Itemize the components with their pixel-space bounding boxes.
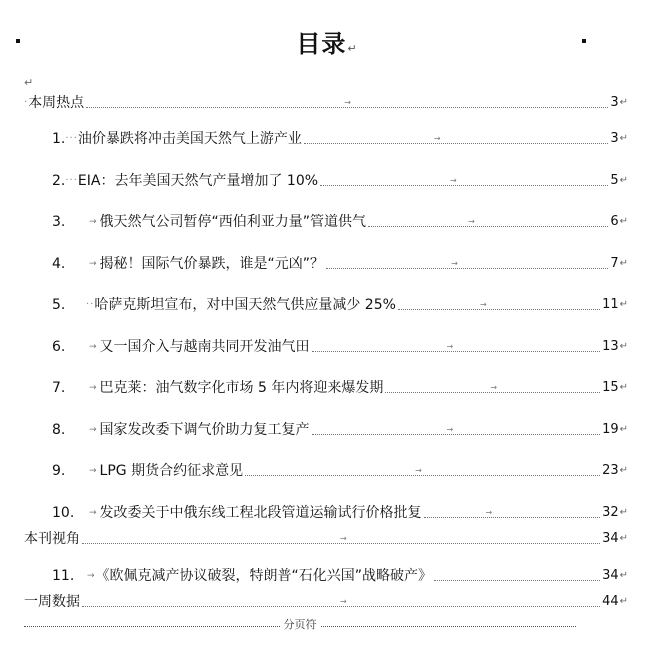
paragraph-return-icon: ↵ <box>619 341 628 352</box>
paragraph-return-icon: ↵ <box>619 570 628 581</box>
toc-page-number: 34 <box>602 568 619 583</box>
toc-page-number: 34 <box>602 531 619 546</box>
tab-arrow-icon: → <box>89 466 97 476</box>
dot-leader <box>398 300 600 310</box>
tab-arrow-icon: → <box>89 383 97 393</box>
paragraph-return-icon: ↵ <box>619 424 628 435</box>
tab-arrow-icon: → <box>415 466 422 475</box>
toc-entry-text: LPG 期货合约征求意见 <box>99 463 244 479</box>
tab-arrow-icon: → <box>340 534 347 543</box>
dot-leader <box>320 176 608 186</box>
toc-page-number: 44 <box>602 594 619 609</box>
toc-entry-section[interactable]: · 本周热点 → 3 ↵ <box>24 95 628 111</box>
toc-page-number: 3 <box>610 131 619 146</box>
page-break-label-text: 分页符 <box>281 618 320 631</box>
toc-entry-number: 10. <box>52 505 75 521</box>
dot-leader <box>304 134 608 144</box>
toc-entry-number: 5. <box>52 297 66 313</box>
dot-leader <box>368 217 608 227</box>
toc-entry-number: 4. <box>52 256 66 272</box>
paragraph-return-icon: ↵ <box>619 533 628 544</box>
toc-entry[interactable] <box>52 565 628 585</box>
paragraph-return-icon: ↵ <box>619 507 628 518</box>
toc-entry-number: 11. <box>52 568 75 584</box>
toc-page-number: 5 <box>610 173 619 188</box>
dot-leader <box>312 342 601 352</box>
toc-entry[interactable] <box>52 460 628 480</box>
toc-entry-number: 7. <box>52 380 66 396</box>
toc-entry[interactable] <box>52 336 628 356</box>
toc-entry-number: 1. <box>52 131 66 147</box>
toc-entry-section[interactable] <box>24 528 628 548</box>
paragraph-return-icon: ↵ <box>619 299 628 310</box>
toc-entry[interactable]: 2. ··· EIA：去年美国天然气产量增加了 10% → 5 ↵ <box>52 173 628 189</box>
toc-entry-text: 油价暴跌将冲击美国天然气上游产业 <box>77 131 302 147</box>
dot-leader <box>434 580 600 581</box>
dot-leader <box>82 597 600 607</box>
toc-page-number: 7 <box>610 256 619 271</box>
tab-arrow-icon: → <box>485 508 493 517</box>
paragraph-return-icon: ↵ <box>619 216 628 227</box>
toc-entry[interactable]: 5. ·· 哈萨克斯坦宣布，对中国天然气供应量减少 25% → 11 ↵ <box>52 297 628 313</box>
tab-arrow-icon: → <box>450 176 457 185</box>
paragraph-return-icon: ↵ <box>619 97 628 108</box>
tab-arrow-icon: → <box>89 259 97 269</box>
paragraph-return-icon: ↵ <box>619 596 628 607</box>
toc-entry-number: 6. <box>52 339 66 355</box>
tab-arrow-icon: → <box>89 217 97 227</box>
paragraph-return-icon: ↵ <box>619 465 628 476</box>
toc-entry[interactable] <box>52 377 628 397</box>
toc-entry[interactable] <box>52 419 628 439</box>
toc-title-text: 目录 <box>296 30 347 58</box>
dot-leader <box>424 508 601 518</box>
paragraph-return-icon: ↵ <box>619 382 628 393</box>
toc-page-number: 32 <box>602 505 619 520</box>
toc-entry-text: 《欧佩克减产协议破裂，特朗普“石化兴国”战略破产》 <box>95 568 433 584</box>
toc-entry-text: 又一国介入与越南共同开发油气田 <box>99 339 310 355</box>
toc-entry-number: 2. <box>52 173 66 189</box>
toc-page-number: 13 <box>602 339 619 354</box>
toc-entry-text: 哈萨克斯坦宣布，对中国天然气供应量减少 25% <box>94 297 396 313</box>
tab-arrow-icon: → <box>479 300 487 309</box>
toc-page-number: 15 <box>602 380 619 395</box>
toc-entry-section[interactable] <box>24 591 628 611</box>
tab-arrow-icon: → <box>433 134 441 143</box>
paragraph-return-icon: ↵ <box>619 133 628 144</box>
tab-arrow-icon: → <box>87 571 95 581</box>
tab-arrow-icon: → <box>340 597 347 606</box>
toc-page-number: 3 <box>610 95 619 110</box>
page-break-label <box>0 616 600 632</box>
tab-arrow-icon: → <box>451 259 458 268</box>
paragraph-return-icon: ↵ <box>619 258 628 269</box>
tab-arrow-icon: → <box>446 425 454 434</box>
dot-leader <box>385 383 600 393</box>
toc-entry-text: 一周数据 <box>24 594 80 610</box>
toc-entry-number: 3. <box>52 214 66 230</box>
toc-entry[interactable] <box>52 253 628 273</box>
toc-entry-text: 国家发改委下调气价助力复工复产 <box>99 422 310 438</box>
toc-entry[interactable] <box>52 211 628 231</box>
toc-entry[interactable]: 1. ··· 油价暴跌将冲击美国天然气上游产业 → 3 ↵ <box>52 131 628 147</box>
toc-page-number: 23 <box>602 463 619 478</box>
tab-arrow-icon: → <box>89 425 97 435</box>
dot-leader <box>82 534 600 544</box>
toc-entry-number: 9. <box>52 463 66 479</box>
dot-leader <box>326 259 608 269</box>
toc-page-number: 11 <box>602 297 619 312</box>
toc-page-number: 6 <box>610 214 619 229</box>
paragraph-return-icon: ↵ <box>347 42 358 55</box>
toc-entry-text: EIA：去年美国天然气产量增加了 10% <box>77 173 319 189</box>
toc-entry[interactable] <box>52 502 628 522</box>
toc-title <box>0 24 654 59</box>
tab-arrow-icon: → <box>344 98 351 107</box>
tab-arrow-icon: → <box>468 217 475 226</box>
dot-leader <box>245 466 600 476</box>
tab-arrow-icon: → <box>89 342 97 352</box>
toc-entry-text: 巴克莱：油气数字化市场 5 年内将迎来爆发期 <box>99 380 384 396</box>
tab-arrow-icon: → <box>89 508 97 518</box>
tab-arrow-icon: → <box>446 342 454 351</box>
toc-entry-number: 8. <box>52 422 66 438</box>
toc-entry-text: 揭秘！国际气价暴跌，谁是“元凶”？ <box>99 256 325 272</box>
dot-leader <box>312 425 601 435</box>
toc-entry-text: 发改委关于中俄东线工程北段管道运输试行价格批复 <box>99 505 422 521</box>
toc-page-number: 19 <box>602 422 619 437</box>
empty-paragraph-icon: ↵ <box>24 76 34 89</box>
tab-arrow-icon: → <box>490 383 498 392</box>
toc-entry-text: 俄天然气公司暂停“西伯利亚力量”管道供气 <box>99 214 367 230</box>
paragraph-return-icon: ↵ <box>619 175 628 186</box>
toc-entry-text: 本刊视角 <box>24 531 80 547</box>
toc-entry-text: 本周热点 <box>28 95 85 111</box>
